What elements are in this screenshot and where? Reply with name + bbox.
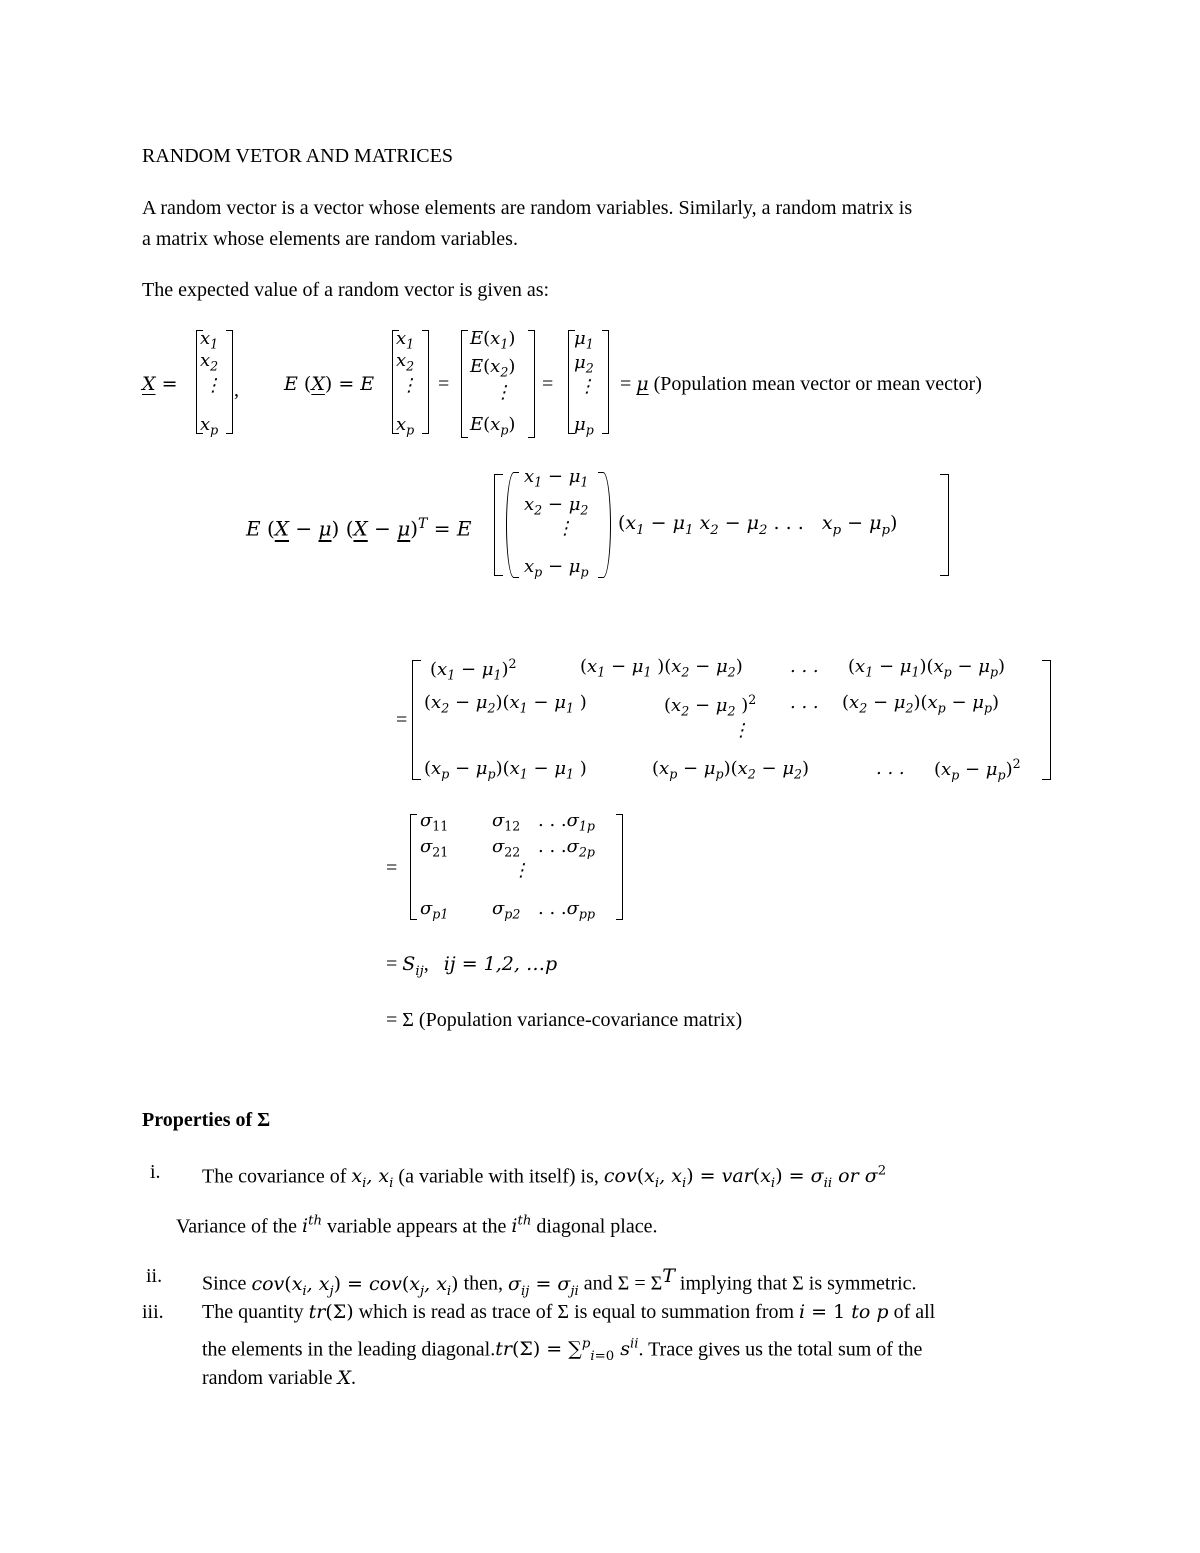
equation-sigma: = Σ (Population variance-covariance matrix) — [386, 1009, 743, 1031]
property-i-number: i. — [150, 1161, 161, 1183]
intro-line-1: A random vector is a vector whose elements are random variables. Similarly, a random matrix is — [142, 197, 913, 219]
sigma-label: (Population variance-covariance matrix) — [418, 1009, 743, 1031]
mean-vector-label: (Population mean vector or mean vector) — [653, 373, 982, 395]
property-ii-number: ii. — [146, 1265, 163, 1287]
intro-line-2: a matrix whose elements are random variables. — [142, 228, 518, 250]
expected-intro: The expected value of a random vector is given as: — [142, 279, 550, 301]
property-i-line2-b: variable appears at the — [327, 1215, 507, 1238]
property-iii-line1-b: which is read as trace of Σ is equal to summation from — [358, 1301, 795, 1323]
property-ii-text-a: Since — [202, 1272, 247, 1295]
s-index-text: ij = 1,2, …p — [443, 953, 558, 975]
property-iii-line2-b: . Trace gives us the total sum of the — [638, 1338, 923, 1361]
property-iii-line1-c: of all — [893, 1301, 936, 1323]
property-iii-line3: random variable — [202, 1367, 333, 1389]
property-i-text-b: (a variable with itself) is, — [398, 1165, 599, 1188]
properties-heading: Properties of Σ — [142, 1109, 271, 1131]
property-iii-number: iii. — [142, 1301, 164, 1323]
property-ii-text-d: implying that Σ is symmetric. — [679, 1272, 917, 1295]
property-ii-text-c: and — [583, 1272, 613, 1295]
property-iii-line1-a: The quantity — [202, 1301, 304, 1323]
property-iii-line2-a: the elements in the leading diagonal. — [202, 1338, 496, 1361]
property-i-line2-c: diagonal place. — [536, 1215, 658, 1238]
property-ii-text-b: then, — [463, 1272, 504, 1295]
page-title: RANDOM VETOR AND MATRICES — [142, 145, 453, 167]
equation-s-ij: = $S_{ij}$, ij = 1,2, …p — [386, 953, 558, 979]
property-i-text-a: The covariance of — [202, 1165, 347, 1188]
property-i-line2-a: Variance of the — [176, 1215, 298, 1238]
